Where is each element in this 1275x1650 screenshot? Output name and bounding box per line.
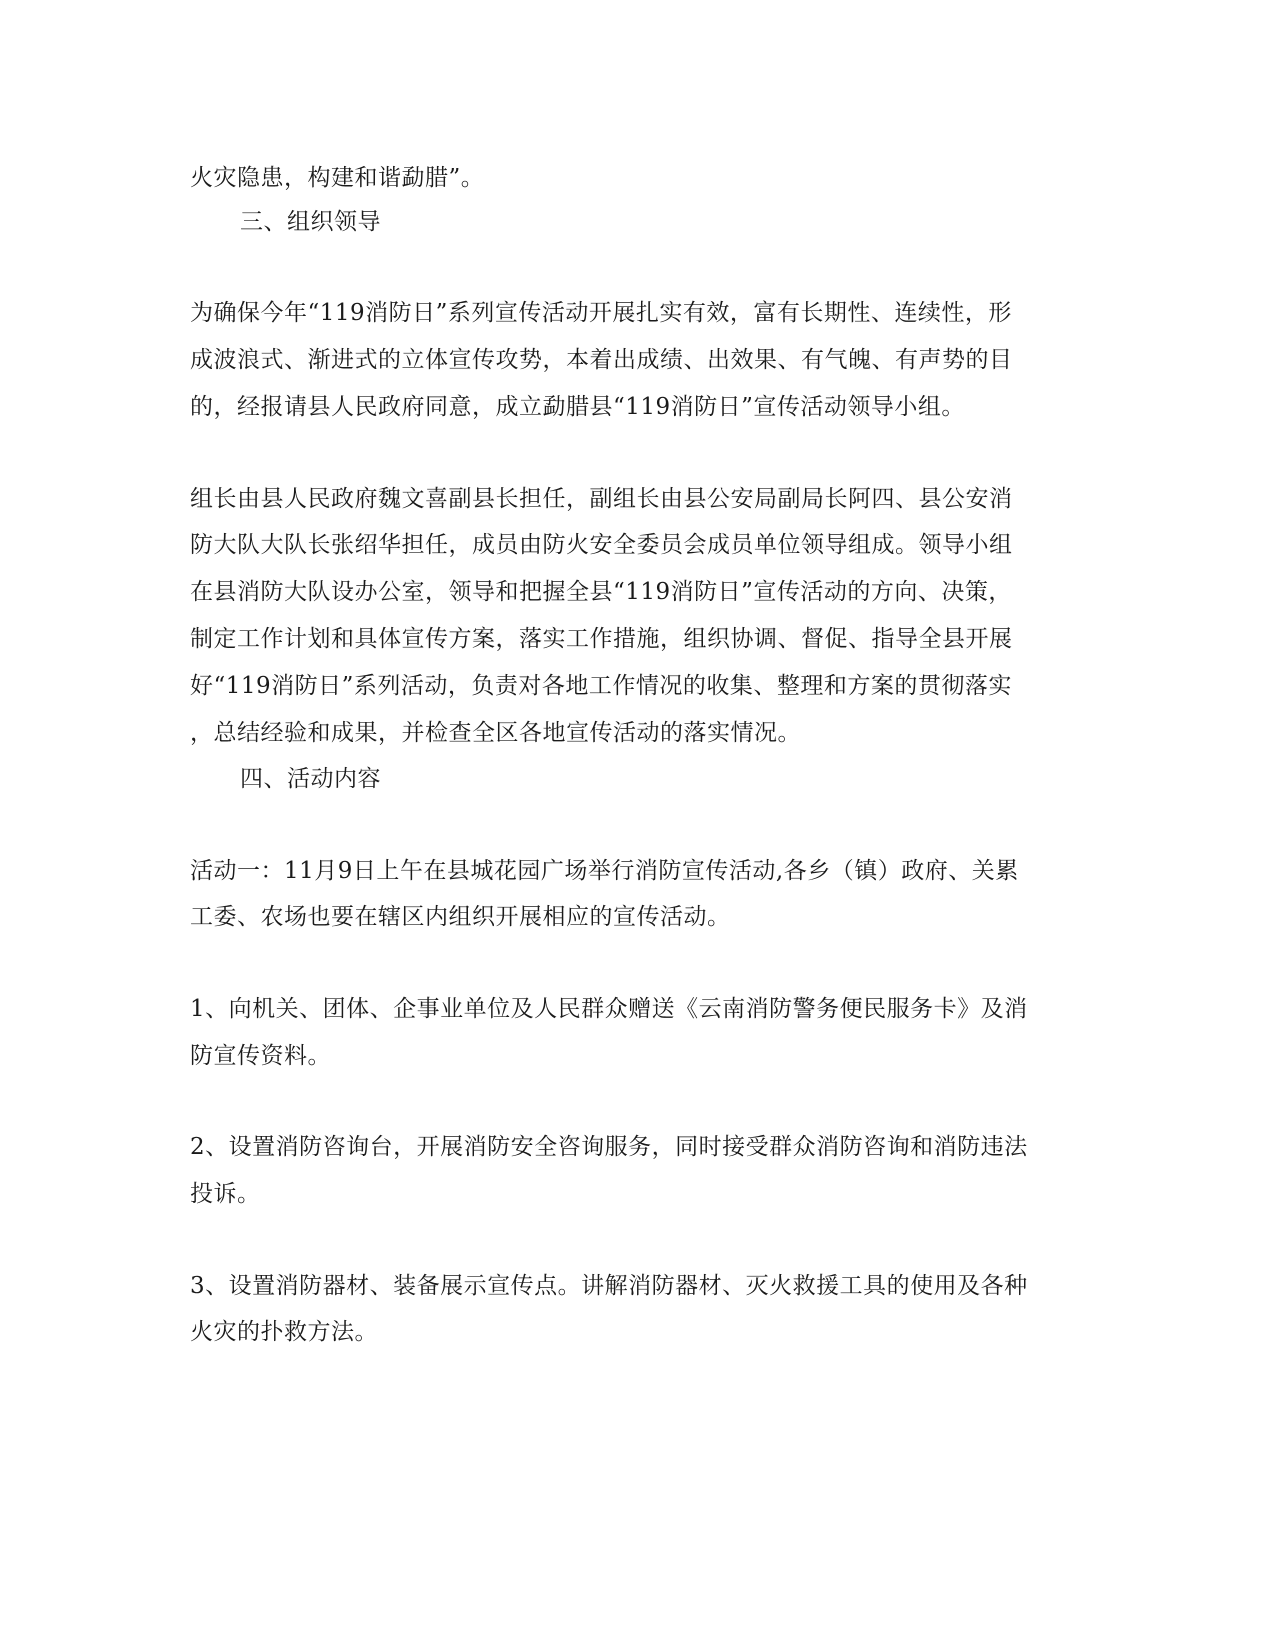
text-line: ，总结经验和成果，并检查全区各地宣传活动的落实情况。 <box>190 720 801 746</box>
text-line: 活动一：11月9日上午在县城花园广场举行消防宣传活动,各乡（镇）政府、关累 <box>190 858 1019 884</box>
text-line: 好“119消防日”系列活动，负责对各地工作情况的收集、整理和方案的贯彻落实 <box>190 673 1012 699</box>
text-line: 在县消防大队设办公室，领导和把握全县“119消防日”宣传活动的方向、决策， <box>190 579 1012 605</box>
text-line: 防宣传资料。 <box>190 1043 331 1069</box>
text-line: 组长由县人民政府魏文喜副县长担任，副组长由县公安局副局长阿四、县公安消 <box>190 486 1013 512</box>
text-line: 投诉。 <box>190 1181 261 1207</box>
text-line: 的，经报请县人民政府同意，成立勐腊县“119消防日”宣传活动领导小组。 <box>190 394 965 420</box>
text-line: 防大队大队长张绍华担任，成员由防火安全委员会成员单位领导组成。领导小组 <box>190 532 1013 558</box>
text-line: 工委、农场也要在辖区内组织开展相应的宣传活动。 <box>190 904 731 930</box>
text-line: 2、设置消防咨询台，开展消防安全咨询服务，同时接受群众消防咨询和消防违法 <box>190 1134 1028 1160</box>
text-line: 为确保今年“119消防日”系列宣传活动开展扎实有效，富有长期性、连续性，形 <box>190 300 1012 326</box>
section-heading: 四、活动内容 <box>240 766 381 792</box>
text-line: 火灾隐患，构建和谐勐腊”。 <box>190 165 485 191</box>
text-line: 火灾的扑救方法。 <box>190 1319 378 1345</box>
section-heading: 三、组织领导 <box>240 209 381 235</box>
text-line: 成波浪式、渐进式的立体宣传攻势，本着出成绩、出效果、有气魄、有声势的目 <box>190 347 1013 373</box>
text-line: 1、向机关、团体、企事业单位及人民群众赠送《云南消防警务便民服务卡》及消 <box>190 996 1028 1022</box>
text-line: 3、设置消防器材、装备展示宣传点。讲解消防器材、灭火救援工具的使用及各种 <box>190 1273 1028 1299</box>
text-line: 制定工作计划和具体宣传方案，落实工作措施，组织协调、督促、指导全县开展 <box>190 626 1013 652</box>
